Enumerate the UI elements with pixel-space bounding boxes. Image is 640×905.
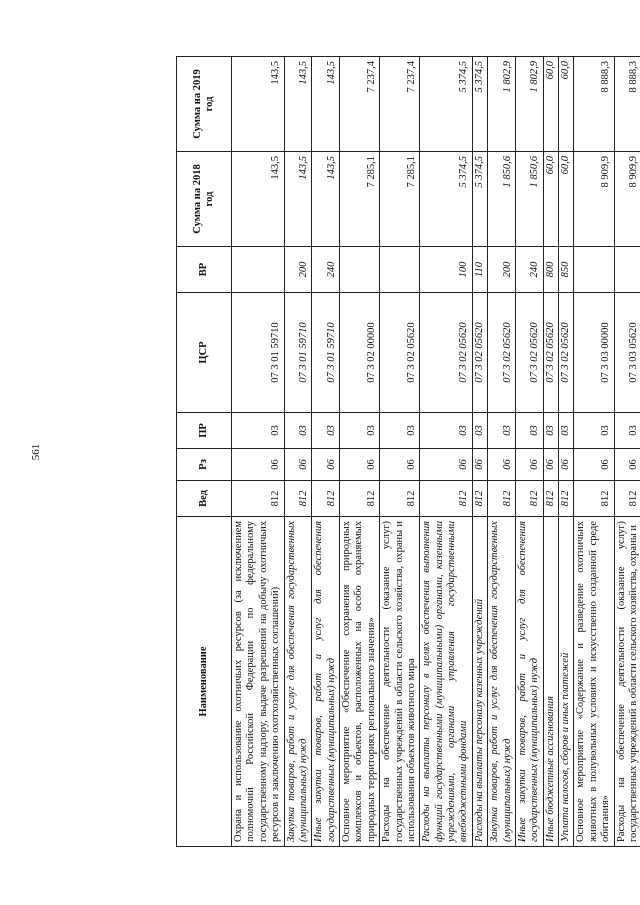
cell-name: Уплата налогов, сборов и иных платежей — [559, 517, 574, 847]
cell-ved: 812 — [614, 481, 640, 517]
cell-sum-2019: 143,5 — [312, 57, 340, 152]
cell-sum-2019: 7 237,4 — [340, 57, 380, 152]
header-pr: ПР — [177, 413, 232, 449]
cell-ved: 812 — [574, 481, 614, 517]
cell-rz: 06 — [284, 449, 312, 481]
cell-ved: 812 — [543, 481, 558, 517]
cell-name: Закупка товаров, работ и услуг для обеспечения государственных (муниципальных) нужд — [284, 517, 312, 847]
table-row — [488, 57, 516, 847]
cell-pr: 03 — [232, 413, 285, 449]
cell-vr: 240 — [515, 247, 543, 293]
cell-vr: 800 — [543, 247, 558, 293]
cell-pr: 03 — [312, 413, 340, 449]
cell-pr: 03 — [543, 413, 558, 449]
cell-sum-2019: 5 374,5 — [420, 57, 473, 152]
cell-vr — [614, 247, 640, 293]
cell-rz: 06 — [312, 449, 340, 481]
cell-sum-2018: 143,5 — [284, 152, 312, 247]
header-sum-2018: Сумма на 2018 год — [177, 152, 232, 247]
cell-sum-2019: 1 802,9 — [488, 57, 516, 152]
cell-sum-2019: 143,5 — [232, 57, 285, 152]
cell-sum-2018: 1 850,6 — [515, 152, 543, 247]
cell-sum-2018: 7 285,1 — [340, 152, 380, 247]
cell-sum-2018: 60,0 — [559, 152, 574, 247]
cell-rz: 06 — [559, 449, 574, 481]
header-vr: ВР — [177, 247, 232, 293]
table-row — [380, 57, 420, 847]
table-row — [312, 57, 340, 847]
table-row — [340, 57, 380, 847]
cell-rz: 06 — [574, 449, 614, 481]
cell-pr: 03 — [472, 413, 487, 449]
header-csr: ЦСР — [177, 293, 232, 413]
cell-vr: 200 — [488, 247, 516, 293]
cell-csr: 07 3 03 05620 — [614, 293, 640, 413]
cell-ved: 812 — [232, 481, 285, 517]
cell-ved: 812 — [515, 481, 543, 517]
budget-table-sheet — [176, 57, 640, 847]
header-ved: Вед — [177, 481, 232, 517]
cell-sum-2018: 1 850,6 — [488, 152, 516, 247]
cell-pr: 03 — [420, 413, 473, 449]
cell-vr: 100 — [420, 247, 473, 293]
cell-csr: 07 3 02 05620 — [488, 293, 516, 413]
cell-ved: 812 — [559, 481, 574, 517]
cell-name: Иные закупки товаров, работ и услуг для обеспечения государственных (муниципальных) нужд — [515, 517, 543, 847]
cell-vr: 200 — [284, 247, 312, 293]
cell-sum-2019: 8 888,3 — [614, 57, 640, 152]
cell-name: Основное мероприятие «Обеспечение сохранения природных комплексов и объектов, расположенных на особо охраняемых природных территориях регионального значения» — [340, 517, 380, 847]
table-row — [472, 57, 487, 847]
cell-csr: 07 3 01 59710 — [232, 293, 285, 413]
cell-name: Расходы на выплаты персоналу казенных учреждений — [472, 517, 487, 847]
cell-rz: 06 — [543, 449, 558, 481]
cell-rz: 06 — [340, 449, 380, 481]
cell-vr — [340, 247, 380, 293]
cell-pr: 03 — [574, 413, 614, 449]
cell-rz: 06 — [488, 449, 516, 481]
cell-ved: 812 — [340, 481, 380, 517]
cell-vr: 240 — [312, 247, 340, 293]
table-row — [515, 57, 543, 847]
cell-csr: 07 3 01 59710 — [284, 293, 312, 413]
cell-sum-2018: 5 374,5 — [472, 152, 487, 247]
table-row — [420, 57, 473, 847]
cell-vr — [574, 247, 614, 293]
header-sum-2019: Сумма на 2019 год — [177, 57, 232, 152]
cell-name: Закупка товаров, работ и услуг для обеспечения государственных (муниципальных) нужд — [488, 517, 516, 847]
cell-csr: 07 3 02 05620 — [380, 293, 420, 413]
budget-table — [176, 56, 640, 847]
cell-rz: 06 — [614, 449, 640, 481]
cell-sum-2019: 60,0 — [543, 57, 558, 152]
cell-ved: 812 — [472, 481, 487, 517]
table-row — [232, 57, 285, 847]
cell-rz: 06 — [515, 449, 543, 481]
cell-vr — [380, 247, 420, 293]
cell-name: Расходы на обеспечение деятельности (оказание услуг) государственных учреждений в области сельского хозяйства, охраны и — [614, 517, 640, 847]
table-row — [284, 57, 312, 847]
cell-rz: 06 — [420, 449, 473, 481]
cell-sum-2018: 8 909,9 — [574, 152, 614, 247]
table-row — [574, 57, 614, 847]
cell-name: Расходы на выплаты персоналу в целях обеспечения выполнения функций государственными (муниципальными) органами, казенными учреждениями, органами управления государственными внебюджетными фондами — [420, 517, 473, 847]
cell-sum-2018: 8 909,9 — [614, 152, 640, 247]
cell-csr: 07 3 02 00000 — [340, 293, 380, 413]
cell-sum-2019: 8 888,3 — [574, 57, 614, 152]
cell-sum-2018: 5 374,5 — [420, 152, 473, 247]
cell-sum-2018: 143,5 — [312, 152, 340, 247]
cell-pr: 03 — [380, 413, 420, 449]
cell-rz: 06 — [472, 449, 487, 481]
cell-pr: 03 — [284, 413, 312, 449]
cell-sum-2019: 7 237,4 — [380, 57, 420, 152]
cell-csr: 07 3 02 05620 — [543, 293, 558, 413]
cell-sum-2019: 143,5 — [284, 57, 312, 152]
cell-sum-2018: 7 285,1 — [380, 152, 420, 247]
table-header-row — [177, 57, 232, 847]
cell-pr: 03 — [559, 413, 574, 449]
cell-rz: 06 — [380, 449, 420, 481]
cell-vr: 850 — [559, 247, 574, 293]
cell-csr: 07 3 02 05620 — [420, 293, 473, 413]
cell-pr: 03 — [614, 413, 640, 449]
table-body — [232, 57, 640, 847]
cell-sum-2018: 143,5 — [232, 152, 285, 247]
table-row — [559, 57, 574, 847]
cell-sum-2019: 1 802,9 — [515, 57, 543, 152]
cell-sum-2019: 60,0 — [559, 57, 574, 152]
cell-ved: 812 — [380, 481, 420, 517]
table-row — [543, 57, 558, 847]
cell-vr — [232, 247, 285, 293]
cell-ved: 812 — [312, 481, 340, 517]
cell-name: Охрана и использование охотничьих ресурсов (за исключением полномочий Российской Федерации по федеральному государственному надзору, выдаче разрешений на добычу охотничьих ресурсов и заключению охотхозяйственных соглашений) — [232, 517, 285, 847]
cell-pr: 03 — [340, 413, 380, 449]
cell-csr: 07 3 01 59710 — [312, 293, 340, 413]
cell-pr: 03 — [488, 413, 516, 449]
header-rz: Рз — [177, 449, 232, 481]
cell-name: Расходы на обеспечение деятельности (оказание услуг) государственных учреждений в области сельского хозяйства, охраны и использования объектов животного мира — [380, 517, 420, 847]
cell-sum-2018: 60,0 — [543, 152, 558, 247]
page-number: 561 — [30, 443, 42, 461]
cell-vr: 110 — [472, 247, 487, 293]
cell-ved: 812 — [284, 481, 312, 517]
cell-csr: 07 3 02 05620 — [472, 293, 487, 413]
cell-ved: 812 — [488, 481, 516, 517]
cell-csr: 07 3 02 05620 — [515, 293, 543, 413]
cell-csr: 07 3 03 00000 — [574, 293, 614, 413]
cell-pr: 03 — [515, 413, 543, 449]
cell-csr: 07 3 02 05620 — [559, 293, 574, 413]
cell-name: Основное мероприятие «Содержание и разведение охотничьих животных в полувольных условиях и искусственно созданной среде обитания» — [574, 517, 614, 847]
cell-name: Иные закупки товаров, работ и услуг для обеспечения государственных (муниципальных) нужд — [312, 517, 340, 847]
cell-ved: 812 — [420, 481, 473, 517]
table-row — [614, 57, 640, 847]
cell-rz: 06 — [232, 449, 285, 481]
cell-sum-2019: 5 374,5 — [472, 57, 487, 152]
header-name: Наименование — [177, 517, 232, 847]
cell-name: Иные бюджетные ассигнования — [543, 517, 558, 847]
